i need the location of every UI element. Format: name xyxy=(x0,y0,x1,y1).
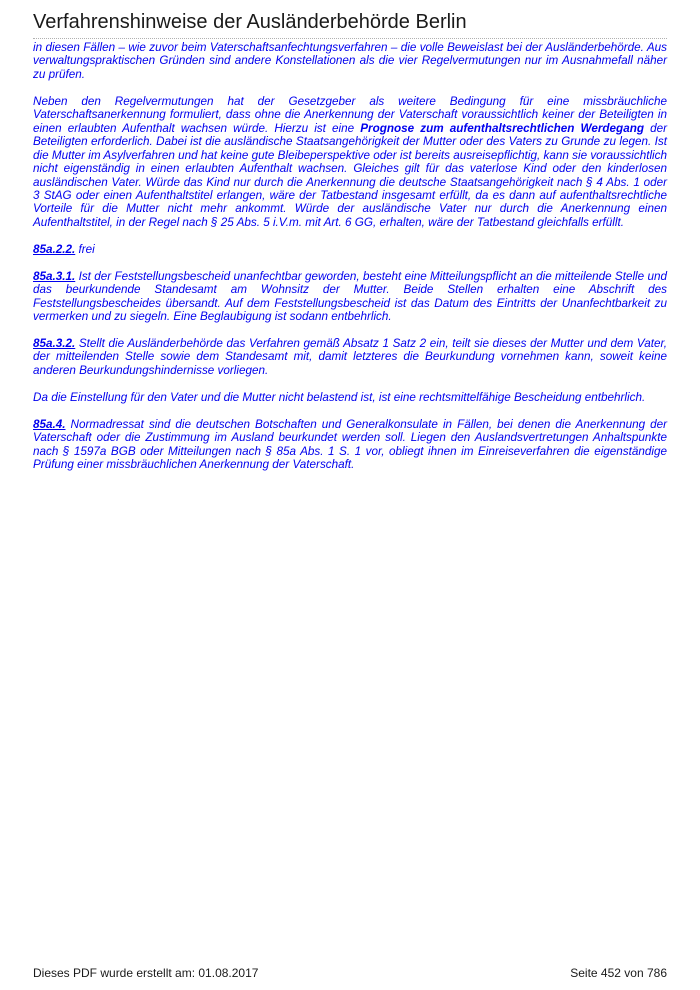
paragraph-text: Stellt die Ausländerbehörde das Verfahren gemäß Absatz 1 Satz 2 ein, teilt sie dieses der Mutter und dem Vater, der mitteilenden Stelle sowie dem Standesamt mit, damit letzteres die Beurkundung vornehmen kann, soweit keine anderen Beurkundungshindernisse vorliegen. xyxy=(33,336,667,377)
paragraph-text: Da die Einstellung für den Vater und die Mutter nicht belastend ist, ist eine rechtsmittelfähige Bescheidung entbehrlich. xyxy=(33,390,646,404)
section-link-85a-2-2[interactable]: 85a.2.2. xyxy=(33,242,76,256)
section-85a-3-2 xyxy=(33,337,667,377)
section-85a-4 xyxy=(33,418,667,472)
paragraph-prognose xyxy=(33,95,667,230)
paragraph-text: Ist der Feststellungsbescheid unanfechtbar geworden, besteht eine Mitteilungspflicht an die mitteilende Stelle und das beurkundende Standesamt am Wohnsitz der Mutter. Beide Stellen erhalten eine Abschrift des Feststellungsbescheides übersandt. Auf dem Feststellungsbescheid ist das Datum des Eintritts der Unanfechtbarkeit zu vermerken und zu siegeln. Eine Beglaubigung ist sodann entbehrlich. xyxy=(33,269,667,324)
paragraph-text: in diesen Fällen – wie zuvor beim Vaterschaftsanfechtungsverfahren – die volle Beweislast bei der Ausländerbehörde. Aus verwaltungspraktischen Gründen sind andere Konstellationen als die vier Regelvermutungen nur im Ausnahmefall näher zu prüfen. xyxy=(33,41,667,81)
section-85a-2-2 xyxy=(33,243,667,256)
document-body xyxy=(33,41,667,485)
section-link-85a-4[interactable]: 85a.4. xyxy=(33,417,66,431)
paragraph-continuation xyxy=(33,41,667,81)
emphasis-prognose: Prognose zum aufenthaltsrechtlichen Werdegang xyxy=(360,121,644,135)
footer-page-number: Seite 452 von 786 xyxy=(570,966,667,980)
paragraph-text: frei xyxy=(75,242,95,256)
header-divider xyxy=(33,38,667,39)
page-header-title: Verfahrenshinweise der Ausländerbehörde Berlin xyxy=(33,11,467,33)
paragraph-einstellung xyxy=(33,391,667,404)
paragraph-text: der Beteiligten erforderlich. Dabei ist die ausländische Staatsangehörigkeit der Mutter oder des Vaters zu Grunde zu legen. Ist die Mutter im Asylverfahren und hat keine gute Bleibeperspektive oder ist bereits ausreisepflichtig, kann sie voraussichtlich nicht eigenständig in einen erlaubten Aufenthalt wachsen. Gleiches gilt für das vaterlose Kind oder den kinderlosen ausländischen Vater. Würde das Kind nur durch die Anerkennung die deutsche Staatsangehörigkeit nach § 4 Abs. 1 oder 3 StAG oder einen Aufenthaltstitel erlangen, wäre der Tatbestand insgesamt erfüllt, da es dann auf aufenthaltsrechtliche Vorteile für die Mutter nicht mehr ankommt. Würde der ausländische Vater nur durch die Anerkennung einen Aufenthaltstitel, in der Regel nach § 25 Abs. 5 i.V.m. mit Art. 6 GG, erhalten, wäre der Tatbestand gleichfalls erfüllt. xyxy=(33,121,667,229)
paragraph-text: Neben den Regelvermutungen hat der Gesetzgeber als weitere Bedingung für eine missbräuchliche Vaterschaftsanerkennung formuliert, dass ohne die Anerkennung der Vaterschaft voraussichtlich keiner der Beteiligten in einen erlaubten Aufenthalt wachsen würde. Hierzu ist eine xyxy=(33,94,667,135)
section-link-85a-3-1[interactable]: 85a.3.1. xyxy=(33,269,76,283)
section-link-85a-3-2[interactable]: 85a.3.2. xyxy=(33,336,76,350)
section-85a-3-1 xyxy=(33,270,667,324)
paragraph-text: Normadressat sind die deutschen Botschaften und Generalkonsulate in Fällen, bei denen die Anerkennung der Vaterschaft oder die Zustimmung im Ausland beurkundet werden soll. Liegen den Auslandsvertretungen Anhaltspunkte nach § 1597a BGB oder Mitteilungen nach § 85a Abs. 1 S. 1 vor, obliegt ihnen im Einreiseverfahren die eigenständige Prüfung einer missbräuchlichen Anerkennung der Vaterschaft. xyxy=(33,417,667,471)
footer-created-date: Dieses PDF wurde erstellt am: 01.08.2017 xyxy=(33,966,259,980)
